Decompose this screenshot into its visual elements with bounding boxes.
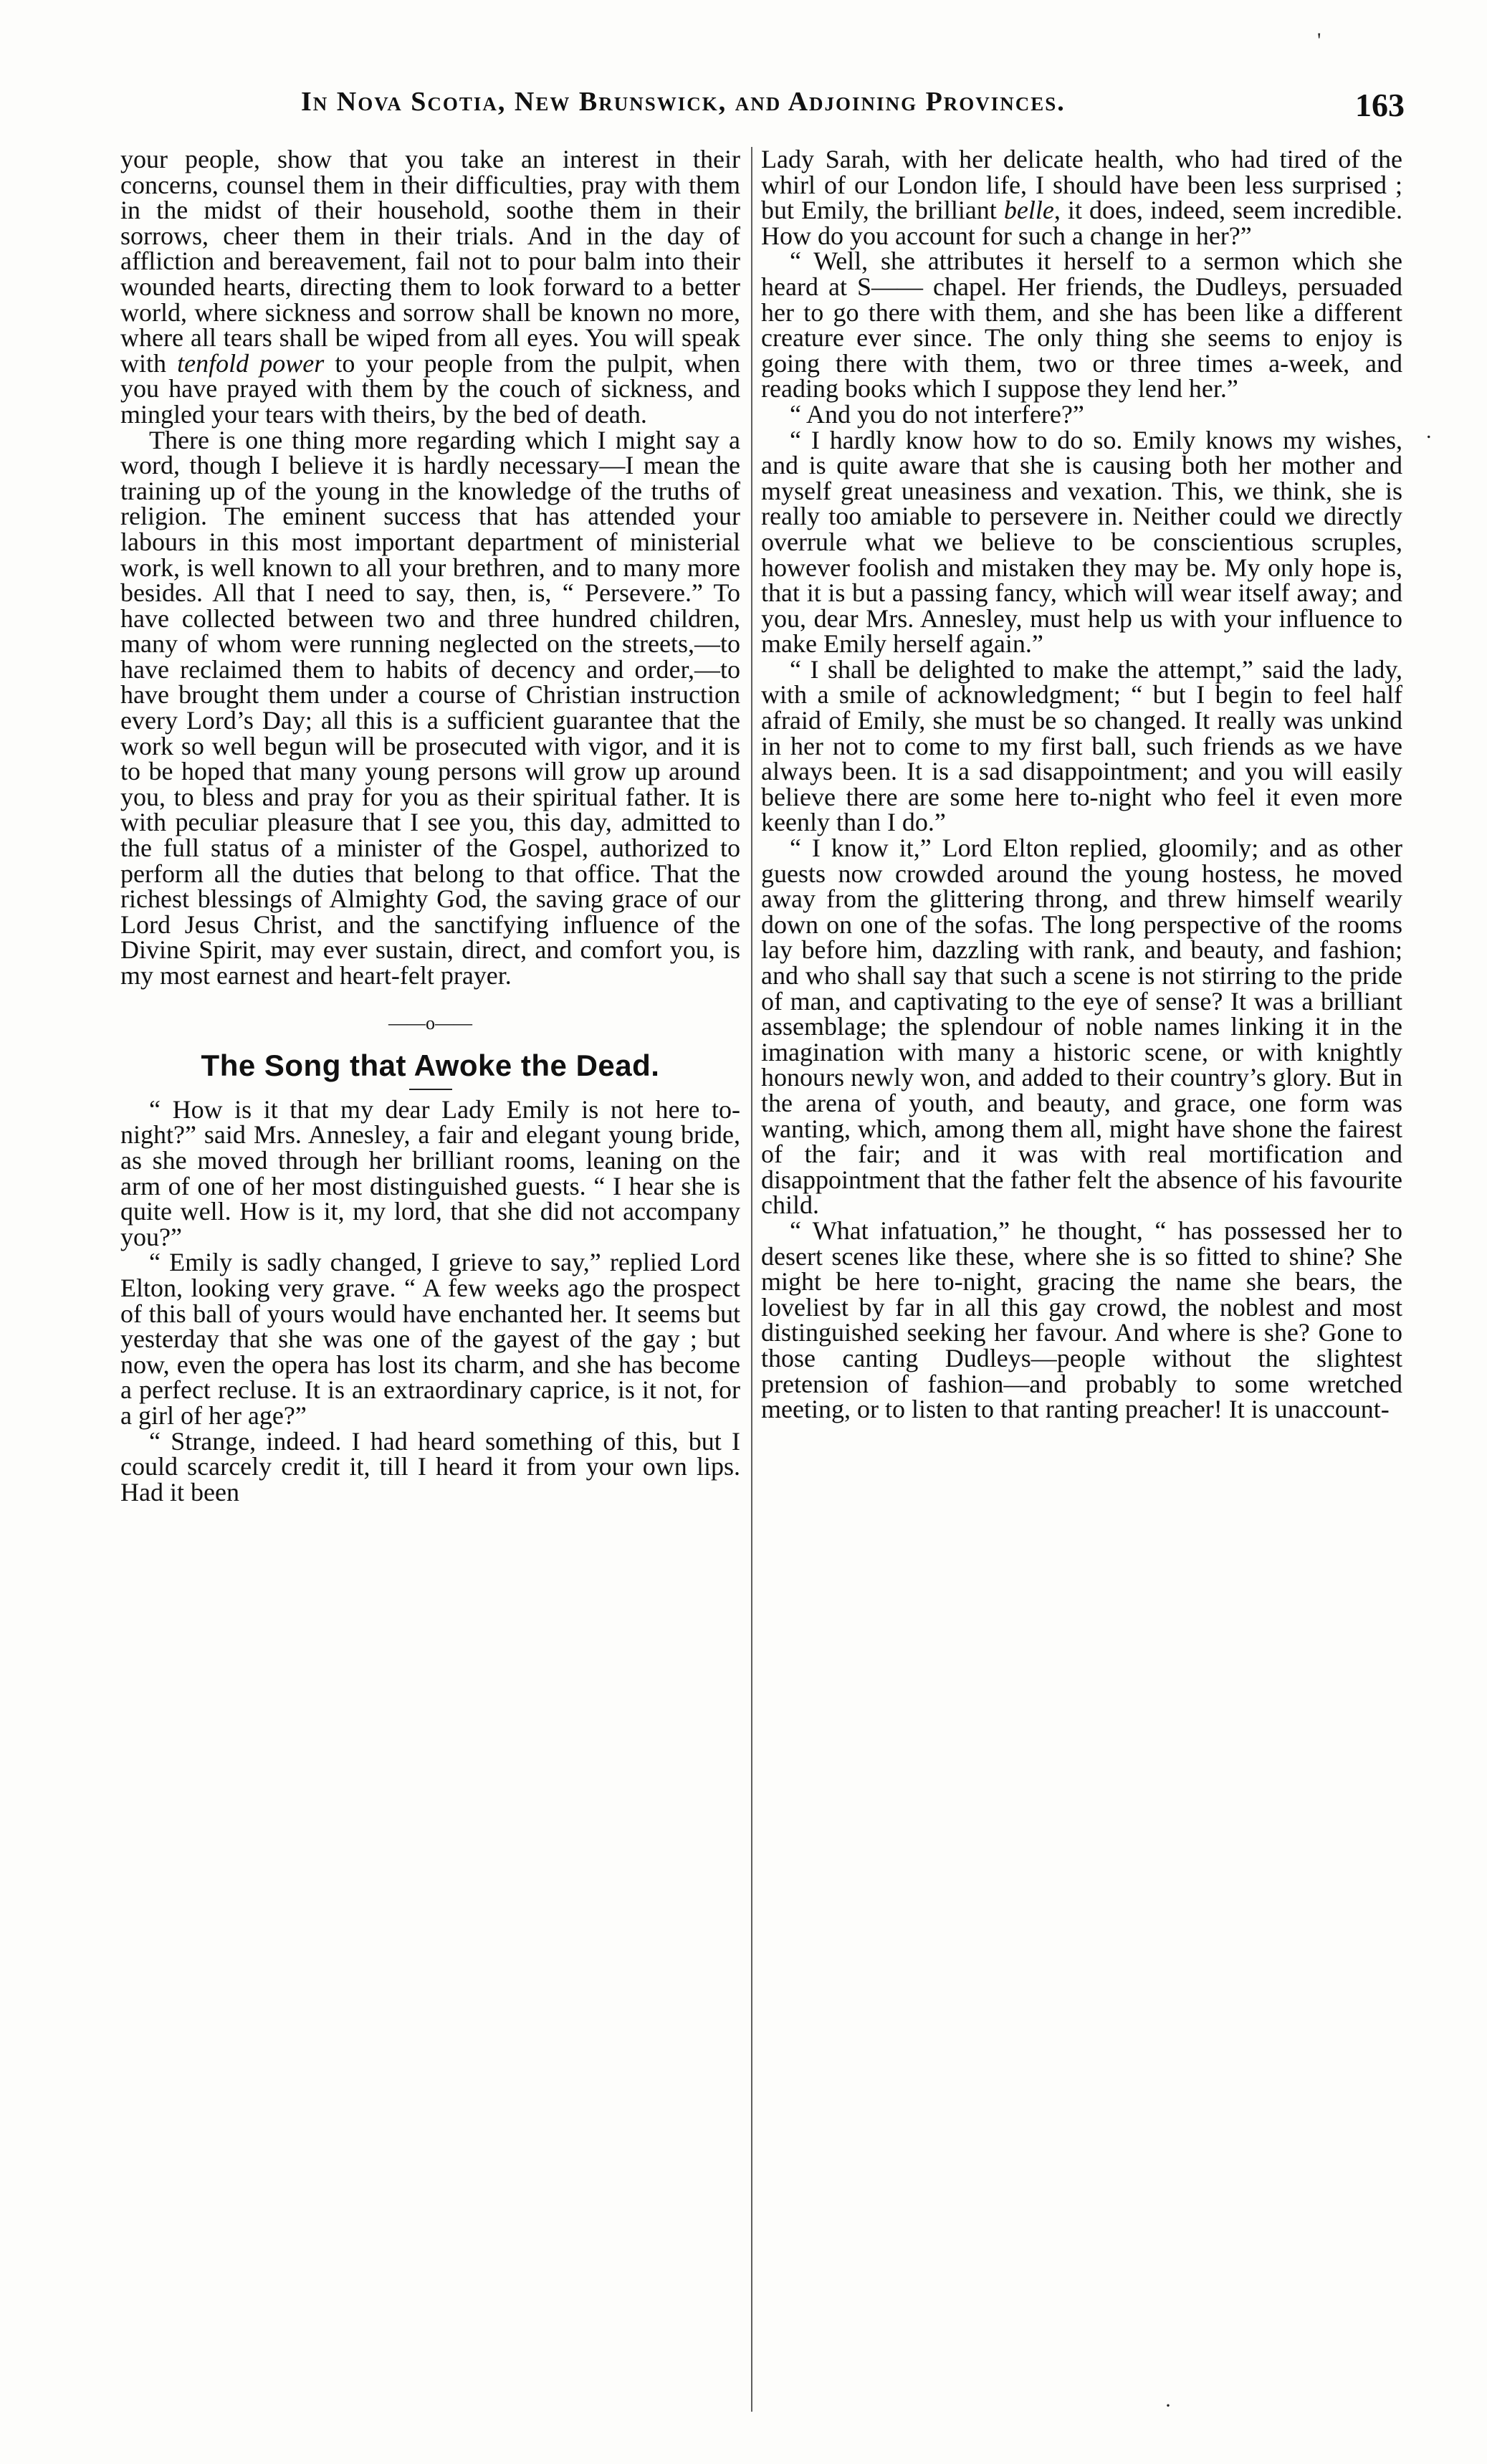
paragraph-text: to your people from the pulpit, when you have prayed with them by the couch of sickness, and mingled your tears with theirs, by the bed of death. xyxy=(120,348,741,429)
paragraph: “ Emily is sadly changed, I grieve to say,” replied Lord Elton, looking very grave. “ A few weeks ago the prospect of this ball of yours would have enchanted her. It seems but yesterday that she was one of the gayest of the gay ; but now, even the opera has lost its charm, and she has become a perfect recluse. It is an extraordinary caprice, is it not, for a girl of her age?” xyxy=(120,1248,740,1430)
running-head xyxy=(115,86,1405,129)
paragraph: “ How is it that my dear Lady Emily is not here to-night?” said Mrs. Annesley, a fair and elegant young bride, as she moved through her brilliant rooms, leaning on the arm of one of her most distinguished guests. “ I hear she is quite well. How is it, my lord, that she did not accompany you?” xyxy=(120,1094,740,1251)
paragraph: “ I hardly know how to do so. Emily knows my wishes, and is quite aware that she is causing both her mother and myself great uneasiness and vexation. This, we think, she is really too amiable to persevere in. Neither could we directly overrule what we believe to be conscientious scruples, however foolish and mistaken they may be. My only hope is, that it is but a passing fancy, which will wear itself away; and you, dear Mrs. Annesley, must help us with your influence to make Emily herself again.” xyxy=(761,425,1402,659)
page-number: 163 xyxy=(1355,87,1405,123)
paragraph: “ And you do not interfere?” xyxy=(790,399,1084,429)
paragraph: There is one thing more regarding which I might say a word, though I believe it is hardly necessary—I mean the training up of the young in the knowledge of the truths of religion. The eminent success that has attended your labours in this most important department of ministerial work, is well known to all your brethren, and to many more besides. All that I need to say, then, is, “ Persevere.” To have collected between two and three hundred children, many of whom were running neglected on the streets,—to have reclaimed them to habits of decency and order,—to have brought them under a course of Christian instruction every Lord’s Day; all this is a sufficient guarantee that the work so well begun will be prosecuted with vigor, and it is to be hoped that many young persons will grow up around you, to bless and pray for you as their spiritual father. It is with peculiar pleasure that I see you, this day, admitted to the full status of a minister of the Gospel, authorized to perform all the duties that belong to that office. That the richest blessings of Almighty God, the saving grace of our Lord Jesus Christ, and the sanctifying influence of the Divine Spirit, may ever sustain, direct, and comfort you, is my most earnest and heart-felt prayer. xyxy=(120,425,740,990)
section-divider: ——o—— xyxy=(388,1012,472,1033)
emphasized-text: belle xyxy=(1003,196,1054,225)
paragraph: “ Strange, indeed. I had heard something of this, but I could scarcely credit it, till I heard it from your own lips. Had it been xyxy=(120,1426,740,1506)
paragraph-text: Lady Sarah, with her delicate health, who had tired of the whirl of our London life, I should have been less surprised ; but Emily, the brilliant xyxy=(761,145,1402,225)
paragraph: “ I shall be delighted to make the attempt,” said the lady, with a smile of acknowledgment; “ but I begin to feel half afraid of Emily, she must be so changed. It really was unkind in her not to come to my first ball, such friends as we have always been. It is a sad disappointment; and you will easily believe there are some here to-night who feel it even more keenly than I do.” xyxy=(761,654,1402,837)
paragraph: “ Well, she attributes it herself to a sermon which she heard at S—— chapel. Her friends, the Dudleys, persuaded her to go there with them, and she has been like a different creature ever since. The only thing she seems to enjoy is going there with them, two or three times a-week, and reading books which I suppose they lend her.” xyxy=(761,247,1402,403)
article-heading: The Song that Awoke the Dead. xyxy=(201,1049,660,1083)
paragraph xyxy=(120,147,740,428)
speck-mark: · xyxy=(1165,2394,1172,2417)
paragraph-text: your people, show that you take an interest in their concerns, counsel them in their difficulties, pray with them in the midst of their household, soothe them in their sorrows, cheer them in their trials. And in the day of affliction and bereavement, fail not to pour balm into their wounded hearts, directing them to look forward to a better world, where sickness and sorrow shall be known no more, where all tears shall be wiped from all eyes. You will speak with xyxy=(120,145,740,378)
right-column xyxy=(761,147,1402,1423)
speck-mark: . xyxy=(1426,419,1432,443)
emphasized-text: tenfold power xyxy=(177,348,325,378)
paragraph: “ I know it,” Lord Elton replied, gloomily; and as other guests now crowded around the young hostess, he moved away from the glittering throng, and threw himself wearily down on one of the sofas. The long perspective of the rooms lay before him, dazzling with rank, and beauty, and fashion; and who shall say that such a scene is not stirring to the pride of man, and captivating to the eye of sense? It was a brilliant assemblage; the splendour of noble names linking it in the imagination with many a historic scene, or with knightly honours newly won, and added to their country’s glory. But in the arena of youth, and beauty, and grace, one form was wanting, which, among them all, might have shone the fairest of the fair; and it was with real mortification and disappointment that the father felt the absence of his favourite child. xyxy=(761,834,1402,1220)
paragraph-text: , it does, indeed, seem incredible. How do you account for such a change in her?” xyxy=(761,196,1402,250)
heading-rule xyxy=(409,1089,452,1090)
left-column xyxy=(120,147,740,1505)
paragraph xyxy=(761,147,1402,249)
column-rule xyxy=(751,147,752,2412)
running-title: In Nova Scotia, New Brunswick, and Adjoining Provinces. xyxy=(301,87,1066,117)
paragraph: “ What infatuation,” he thought, “ has possessed her to desert scenes like these, where she is so fitted to shine? She might be here to-night, gracing the name she bears, the loveliest by far in all this gay crowd, the noblest and most distinguished seeking her favour. And where is she? Gone to those canting Dudleys—people without the slightest pretension of fashion—and probably to some wretched meeting, or to listen to that ranting preacher! It is unaccount- xyxy=(761,1216,1402,1424)
speck-mark: ' xyxy=(1317,29,1321,52)
